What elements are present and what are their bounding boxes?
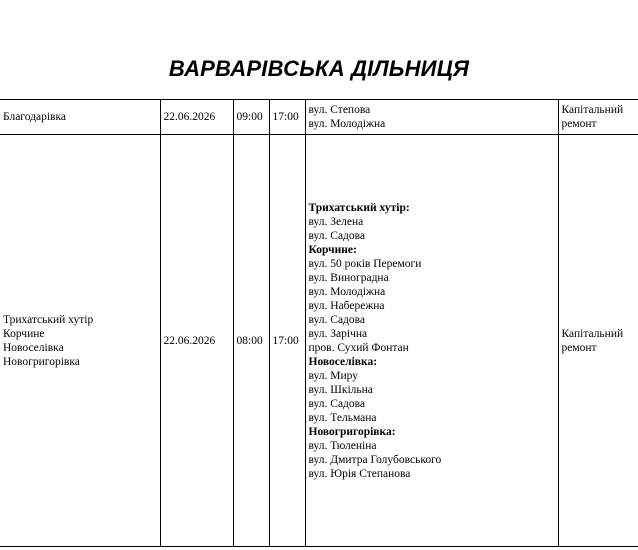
table-body — [0, 100, 638, 547]
reason-text: Капітальний — [561, 104, 624, 116]
end-time-cell: 17:00 — [269, 100, 305, 135]
street-name: вул. Шкільна — [308, 383, 373, 396]
settlement-name: Трихатський хутір — [3, 313, 94, 326]
settlement-heading: Корчине: — [308, 243, 357, 256]
street-name: вул. Виноградна — [308, 271, 389, 284]
settlement-heading: Новогригорівка: — [308, 425, 396, 438]
start-time-cell: 09:00 — [233, 100, 269, 135]
street-name: вул. Миру — [308, 369, 358, 382]
date-cell: 22.06.2026 — [160, 135, 233, 547]
settlement-name: Новоселівка — [3, 341, 64, 354]
street-name: вул. Зарічна — [308, 327, 368, 340]
reason-text: Капітальний — [561, 327, 624, 340]
settlement-name: Корчине — [3, 327, 45, 340]
street-name: вул. 50 років Перемоги — [308, 257, 422, 270]
street-name: вул. Молодіжна — [308, 285, 386, 298]
street-name: вул. Садова — [308, 397, 366, 410]
table-row — [0, 135, 638, 547]
street-name: вул. Зелена — [308, 215, 364, 228]
street-name: вул. Молодіжна — [308, 118, 386, 130]
street-name: вул. Набережна — [308, 299, 385, 312]
table-row — [0, 100, 638, 135]
reason-text: ремонт — [561, 118, 597, 130]
street-name: вул. Садова — [308, 229, 366, 242]
street-name: вул. Садова — [308, 313, 366, 326]
streets-cell — [305, 135, 558, 547]
street-name: вул. Степова — [308, 104, 371, 116]
reason-cell — [558, 100, 638, 135]
settlement-name: Благодарівка — [3, 111, 66, 123]
street-name: вул. Тюленіна — [308, 439, 377, 452]
settlement-heading: Новоселівка: — [308, 355, 378, 368]
street-name: вул. Юрія Степанова — [308, 467, 411, 480]
streets-cell — [305, 100, 558, 135]
outage-schedule-table — [0, 99, 638, 547]
reason-text: ремонт — [561, 341, 597, 354]
settlement-heading: Трихатський хутір: — [308, 201, 410, 214]
end-time-cell: 17:00 — [269, 135, 305, 547]
street-name: вул. Тельмана — [308, 411, 377, 424]
settlements-cell — [0, 100, 160, 135]
street-name: вул. Дмитра Голубовського — [308, 453, 442, 466]
street-name: пров. Сухий Фонтан — [308, 341, 409, 354]
settlement-name: Новогригорівка — [3, 355, 80, 368]
reason-cell — [558, 135, 638, 547]
date-cell: 22.06.2026 — [160, 100, 233, 135]
start-time-cell: 08:00 — [233, 135, 269, 547]
page-title: ВАРВАРІВСЬКА ДІЛЬНИЦЯ — [168, 56, 470, 81]
settlements-cell — [0, 135, 160, 547]
